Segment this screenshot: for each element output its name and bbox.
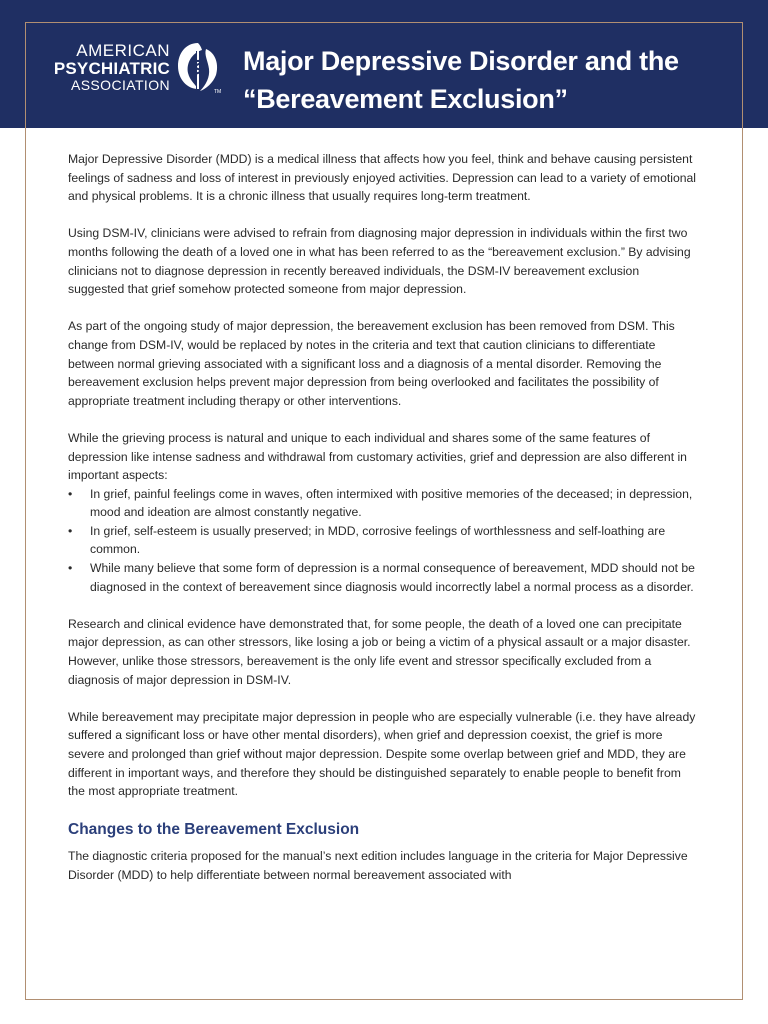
svg-text:TM: TM [214, 89, 222, 95]
paragraph-dsm-iv-exclusion: Using DSM-IV, clinicians were advised to refrain from diagnosing major depression in individuals within the first two months following the death of a loved one in what has been referred to as the “bereavement exclusion.” By advising clinicians not to diagnose depression in recently bereaved individuals, the DSM-IV bereavement exclusion suggested that grief somehow protected someone from major depression. [68, 226, 691, 297]
paragraph-proposed-criteria: The diagnostic criteria proposed for the manual’s next edition includes language in the criteria for Major Depressive Disorder (MDD) to help differentiate between normal bereavement associated with [68, 849, 688, 882]
paragraph-research-evidence: Research and clinical evidence have demonstrated that, for some people, the death of a loved one can precipitate major depression, as can other stressors, like losing a job or being a victim of a physical assault or a major disaster. However, unlike those stressors, bereavement is the only life event and stressor specifically excluded from a diagnosis of major depression in DSM-IV. [68, 616, 691, 687]
page-title [243, 42, 743, 118]
logo-line-psychiatric: PSYCHIATRIC [53, 58, 170, 78]
bullet-list [68, 485, 698, 597]
section-heading: Changes to the Bereavement Exclusion [68, 821, 360, 839]
logo-line-american: AMERICAN [76, 41, 170, 60]
bullet-icon: • [68, 486, 73, 501]
title-line-2: “Bereavement Exclusion” [243, 84, 568, 114]
paragraph-exclusion-removed: As part of the ongoing study of major depression, the bereavement exclusion has been removed from DSM. This change from DSM-IV, would be replaced by notes in the criteria and text that caution clinicians to differentiate between normal grieving associated with a significant loss and a diagnosis of a mental disorder. Removing the bereavement exclusion helps prevent major depression from being overlooked and facilitates the possibility of appropriate treatment including therapy or other interventions. [68, 319, 675, 408]
list-item: • While many believe that some form of depression is a normal consequence of bereavement, MDD should not be diagnosed in the context of bereavement since diagnosis would incorrectly label a normal process as a disorder. [68, 561, 695, 594]
bullet-icon: • [68, 561, 73, 576]
paragraph-grief-vs-depression: While the grieving process is natural and unique to each individual and shares some of the same features of depression like intense sadness and withdrawal from customary activities, grief and depression are also different in important aspects: [68, 430, 687, 483]
logo-line-association: ASSOCIATION [70, 76, 170, 93]
paragraph-mdd-definition: Major Depressive Disorder (MDD) is a medical illness that affects how you feel, think and behave causing persistent feelings of sadness and loss of interest in previously enjoyed activities. Depression can lead to a variety of emotional and physical problems. It is a chronic illness that usually requires long-term treatment. [68, 152, 697, 204]
list-item: • In grief, self-esteem is usually preserved; in MDD, corrosive feelings of worthlessness and self-loathing are common. [68, 523, 666, 557]
apa-logo [52, 42, 232, 112]
apa-emblem-icon [176, 41, 220, 95]
bullet-icon: • [68, 523, 73, 538]
title-line-1: Major Depressive Disorder and the [243, 46, 679, 76]
paragraph-vulnerable-people: While bereavement may precipitate major depression in people who are especially vulnerable (i.e. they have already suffered a significant loss or have other mental disorders), when grief and depression coexist, the grief is more severe and prolonged than grief without major depression. Despite some overlap between grief and MDD, they are different in important ways, and therefore they should be distinguished separately to enable people to benefit from the most appropriate treatment. [68, 709, 696, 799]
logo-text [52, 42, 170, 92]
list-item: • In grief, painful feelings come in waves, often intermixed with positive memories of the deceased; in depression, mood and ideation are almost constantly negative. [68, 486, 693, 520]
document-body [68, 150, 698, 903]
